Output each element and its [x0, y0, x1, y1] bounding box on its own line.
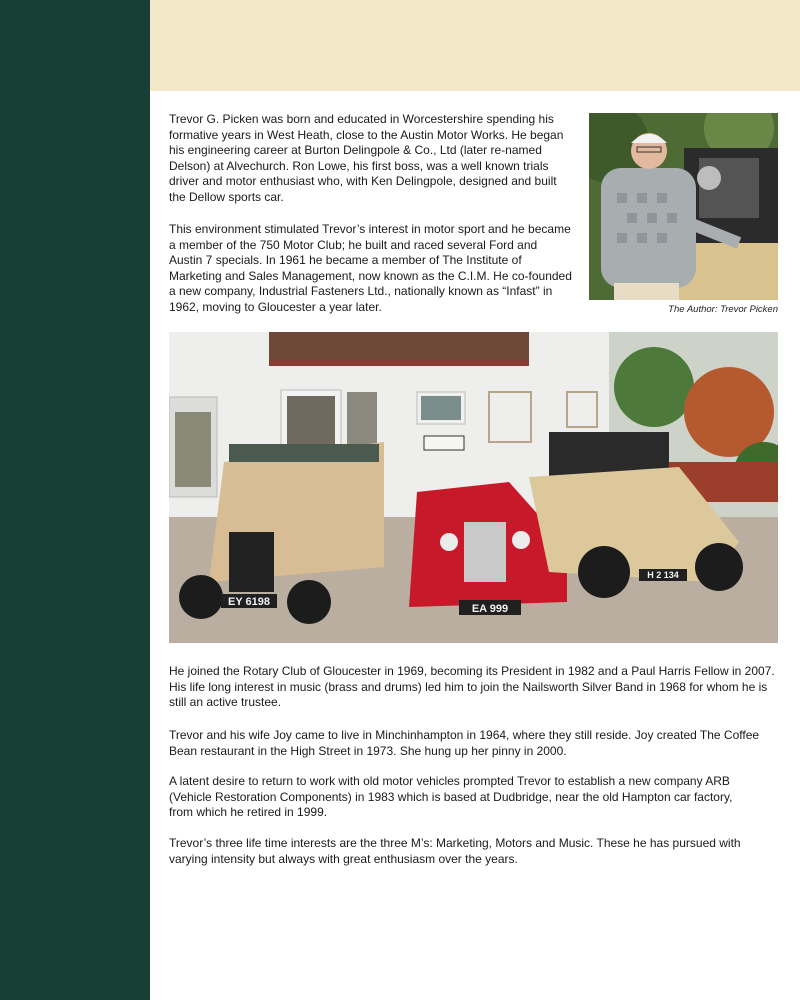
author-photo — [589, 113, 778, 300]
paragraph-interests: Trevor’s three life time interests are the three M’s: Marketing, Motors and Music. These he has pursued with varying intensity but always with great enthusiasm over the years. — [169, 836, 741, 866]
plate-center: EA 999 — [471, 603, 509, 615]
paragraph-motor-sport: This environment stimulated Trevor’s interest in motor sport and he became a member of the 750 Motor Club; he built and raced several Ford and Austin 7 specials. In 1961 he became a member of The Institute of Marketing and Sales Management, now known as the C.I.M. He co-founded a new company, Industrial Fasteners Ltd., nationally known as “Infast” in 1962, moving to Gloucester a year later. — [169, 222, 572, 314]
plate-left: EY 6198 — [227, 596, 271, 608]
header-band — [150, 0, 800, 91]
paragraph-arb: A latent desire to return to work with old motor vehicles prompted Trevor to establish a new company ARB (Vehicle Restoration Components) in 1983 which is based at Dudbridge, near the old Hampton car factory, from which he retired in 1999. — [169, 774, 733, 820]
plate-right: H 2 134 — [647, 570, 679, 580]
paragraph-rotary: He joined the Rotary Club of Gloucester in 1969, becoming its President in 1982 and a Paul Harris Fellow in 2007. His life long interest in music (brass and drums) led him to join the Nailsworth Silver Band in 1968 for whom he is still an active trustee. — [169, 664, 775, 710]
sidebar-band — [0, 0, 150, 1000]
author-photo-caption: The Author: Trevor Picken — [668, 304, 778, 315]
paragraph-minchinhampton: Trevor and his wife Joy came to live in Minchinhampton in 1964, where they still reside. Joy created The Coffee Bean restaurant in the High Street in 1973. She hung up her pinny in 2000. — [169, 728, 760, 758]
cars-photo — [169, 332, 778, 643]
paragraph-early-life: Trevor G. Picken was born and educated in Worcestershire spending his formative years in West Heath, close to the Austin Motor Works. He began his engineering career at Burton Delingpole & Co., Ltd (later re-named Delson) at Alvechurch. Ron Lowe, his first boss, was a well known trials driver and motor enthusiast who, with Ken Delingpole, designed and built the Dellow sports car. — [169, 112, 564, 204]
